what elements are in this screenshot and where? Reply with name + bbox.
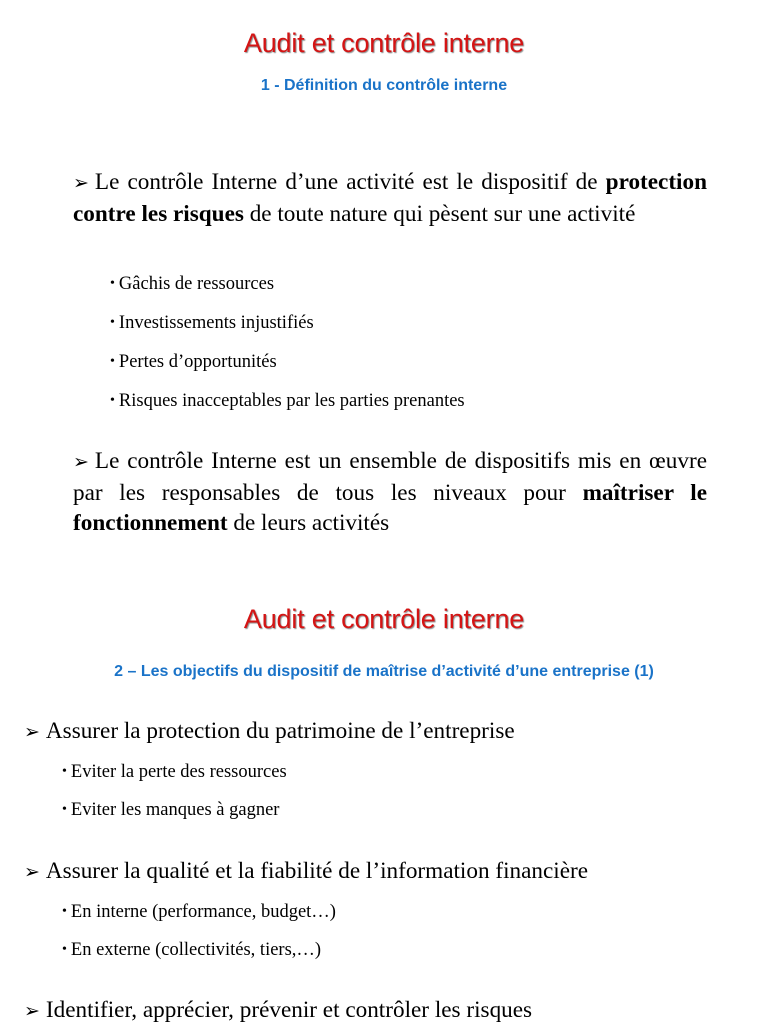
objective-label: Assurer la protection du patrimoine de l’entreprise bbox=[45, 718, 515, 744]
slide1-paragraph-1 bbox=[73, 167, 707, 229]
objective-item bbox=[24, 856, 588, 887]
objective-item bbox=[24, 716, 515, 747]
arrow-bullet-icon: ➢ bbox=[24, 1000, 40, 1022]
objective-label: Assurer la qualité et la fiabilité de l’information financière bbox=[45, 858, 589, 884]
dot-bullet-icon: • bbox=[110, 276, 115, 291]
para1-bold: protection contre les risques bbox=[73, 169, 707, 227]
para2-bold: maîtriser le fonctionnement bbox=[73, 479, 707, 536]
dot-bullet-icon: • bbox=[110, 393, 115, 408]
bullet-label: Pertes d’opportunités bbox=[118, 352, 277, 372]
bullet-label: Investissements injustifiés bbox=[118, 313, 314, 333]
arrow-bullet-icon: ➢ bbox=[73, 451, 89, 473]
objective-sub-item bbox=[62, 761, 287, 783]
dot-bullet-icon: • bbox=[62, 942, 67, 957]
slide1-bullet-item bbox=[110, 390, 465, 412]
sub-label: Eviter les manques à gagner bbox=[70, 800, 280, 820]
bullet-label: Risques inacceptables par les parties prenantes bbox=[118, 391, 465, 411]
objective-label: Identifier, apprécier, prévenir et contrôler les risques bbox=[45, 997, 533, 1023]
slide2-title: Audit et contrôle interne bbox=[243, 604, 525, 634]
slide1-bullet-item bbox=[110, 312, 314, 334]
dot-bullet-icon: • bbox=[62, 802, 67, 817]
arrow-bullet-icon: ➢ bbox=[24, 721, 40, 743]
dot-bullet-icon: • bbox=[62, 764, 67, 779]
dot-bullet-icon: • bbox=[110, 354, 115, 369]
arrow-bullet-icon: ➢ bbox=[73, 172, 89, 194]
objective-sub-item bbox=[62, 901, 336, 923]
slide1-bullet-item bbox=[110, 351, 277, 373]
objective-item bbox=[24, 995, 532, 1024]
dot-bullet-icon: • bbox=[62, 904, 67, 919]
slide1-bullet-item bbox=[110, 273, 274, 295]
arrow-bullet-icon: ➢ bbox=[24, 861, 40, 883]
para2-text-b: de leurs activités bbox=[227, 510, 390, 536]
sub-label: Eviter la perte des ressources bbox=[70, 762, 287, 782]
para2-text-a: Le contrôle Interne est un ensemble de dispositifs mis en œuvre par les responsables de tous les niveaux pour bbox=[73, 448, 707, 506]
para1-text-a: Le contrôle Interne d’une activité est le dispositif de bbox=[94, 169, 606, 195]
sub-label: En externe (collectivités, tiers,…) bbox=[70, 940, 322, 960]
objective-sub-item bbox=[62, 799, 279, 821]
slide1-title: Audit et contrôle interne bbox=[243, 28, 525, 58]
objective-sub-item bbox=[62, 939, 321, 961]
dot-bullet-icon: • bbox=[110, 315, 115, 330]
para1-text-b: de toute nature qui pèsent sur une activité bbox=[243, 200, 636, 227]
bullet-label: Gâchis de ressources bbox=[118, 274, 275, 294]
slide1-paragraph-2 bbox=[73, 446, 707, 539]
sub-label: En interne (performance, budget…) bbox=[70, 902, 336, 922]
slide2-subtitle: 2 – Les objectifs du dispositif de maîtrise d’activité d’une entreprise (1) bbox=[114, 663, 654, 680]
slide1-subtitle: 1 - Définition du contrôle interne bbox=[260, 77, 508, 94]
